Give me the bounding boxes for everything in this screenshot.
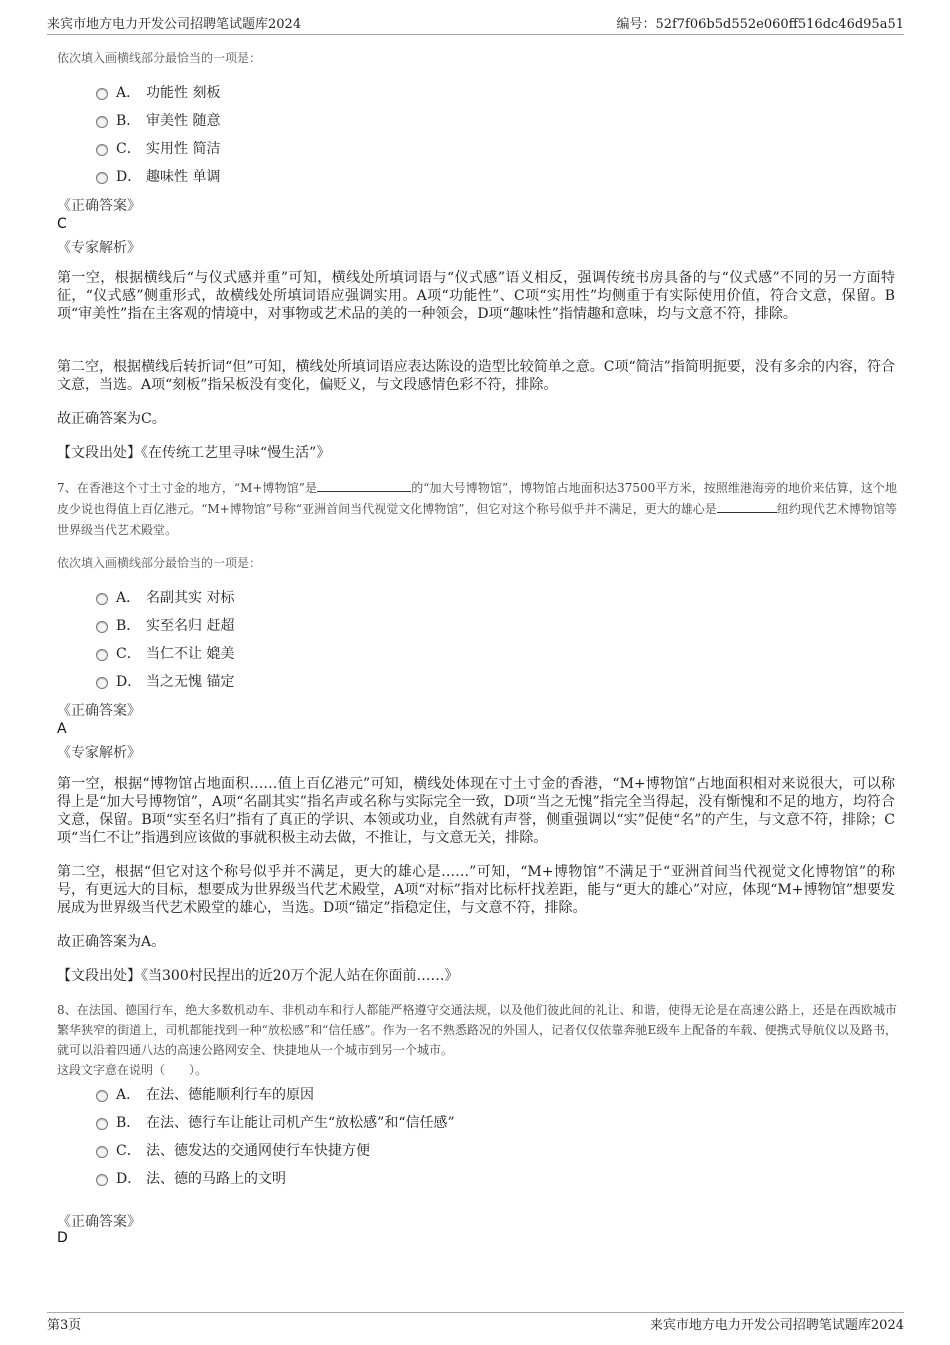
radio-icon[interactable] bbox=[96, 1118, 108, 1130]
q7-analysis-label: 《专家解析》 bbox=[57, 745, 141, 761]
q7-analysis-p2: 第二空，根据“但它对这个称号似乎并不满足，更大的雄心是……”可知，“M+博物馆”不满足于“亚洲首间当代视觉文化博物馆”的称号，有更远大的目标，想要成为世界级当代艺术殿堂，A项“对标”指对比标杆找差距，能与“更大的雄心”对应，体现“M+博物馆”想要发展成为世界级当代艺术殿堂的雄心，当选。D项“锚定”指稳定住，与文意不符，排除。 bbox=[57, 864, 895, 916]
radio-icon[interactable] bbox=[96, 116, 108, 128]
q8-prompt: 这段文字意在说明（ ）。 bbox=[57, 1063, 208, 1077]
q8-option-b[interactable]: B． 在法、德行车让能让司机产生“放松感”和“信任感” bbox=[96, 1108, 455, 1136]
q8-option-c[interactable]: C． 法、德发达的交通网使行车快捷方便 bbox=[96, 1136, 455, 1164]
q6-analysis-p1: 第一空，根据横线后“与仪式感并重”可知，横线处所填词语与“仪式感”语义相反，强调传统书房具备的与“仪式感”不同的另一方面特征，“仪式感”侧重形式，故横线处所填词语应强调实用。A项“功能性”、C项“实用性”均侧重于有实际使用价值，符合文意，保留。B项“审美性”指在主客观的情境中，对事物或艺术品的美的一种领会，D项“趣味性”指情趣和意味，均与文意不符，排除。 bbox=[57, 270, 895, 322]
q6-answer-label: 《正确答案》 bbox=[57, 198, 141, 214]
q7-options bbox=[96, 583, 234, 695]
footer-title: 来宾市地方电力开发公司招聘笔试题库2024 bbox=[649, 1318, 904, 1333]
q8-answer: D bbox=[57, 1230, 68, 1246]
q6-options bbox=[96, 78, 220, 190]
radio-icon[interactable] bbox=[96, 172, 108, 184]
radio-icon[interactable] bbox=[96, 88, 108, 100]
radio-icon[interactable] bbox=[96, 144, 108, 156]
q7-option-b[interactable]: B． 实至名归 赶超 bbox=[96, 611, 234, 639]
radio-icon[interactable] bbox=[96, 677, 108, 689]
q6-source: 【文段出处】《在传统工艺里寻味“慢生活”》 bbox=[57, 445, 331, 461]
radio-icon[interactable] bbox=[96, 1090, 108, 1102]
blank-line bbox=[317, 479, 411, 492]
q7-analysis-p1: 第一空，根据“博物馆占地面积……值上百亿港元”可知，横线处体现在寸土寸金的香港，“M+博物馆”占地面积相对来说很大，可以称得上是“加大号博物馆”，A项“名副其实”指名声或名称与实际完全一致，D项“当之无愧”指完全当得起，没有惭愧和不足的地方，均符合文意，保留。B项“实至名归”指有了真正的学识、本领或功业，自然就有声誉，侧重强调以“实”促使“名”的产生，与文意不符，排除；C项“当仁不让”指遇到应该做的事就积极主动去做，不推让，与文意无关，排除。 bbox=[57, 776, 895, 846]
header-title: 来宾市地方电力开发公司招聘笔试题库2024 bbox=[47, 17, 302, 32]
page-number: 第3页 bbox=[47, 1318, 82, 1333]
radio-icon[interactable] bbox=[96, 593, 108, 605]
header-divider bbox=[47, 34, 904, 35]
q6-option-d[interactable]: D． 趣味性 单调 bbox=[96, 162, 220, 190]
q6-analysis-label: 《专家解析》 bbox=[57, 240, 141, 256]
radio-icon[interactable] bbox=[96, 649, 108, 661]
q6-option-c[interactable]: C． 实用性 简洁 bbox=[96, 134, 220, 162]
q7-prompt: 依次填入画横线部分最恰当的一项是： bbox=[57, 556, 262, 570]
q6-prompt: 依次填入画横线部分最恰当的一项是： bbox=[57, 51, 262, 65]
q7-text: 7、在香港这个寸土寸金的地方，“M+博物馆”是 的“加大号博物馆”，博物馆占地面积达37500平方米，按照维港海旁的地价来估算，这个地皮少说也得值上百亿港元。“M+博物馆”号称“亚洲首间当代视觉文化博物馆”，但它对这个称号似乎并不满足，更大的雄心是 纽约现代艺术博物馆等世界级当代艺术殿堂。 bbox=[57, 481, 897, 537]
blank-line bbox=[717, 500, 777, 513]
footer-divider bbox=[47, 1312, 904, 1313]
q8-answer-label: 《正确答案》 bbox=[57, 1214, 141, 1230]
radio-icon[interactable] bbox=[96, 621, 108, 633]
q6-answer: C bbox=[57, 216, 67, 232]
q6-analysis-p2: 第二空，根据横线后转折词“但”可知，横线处所填词语应表达陈设的造型比较简单之意。C项“简洁”指简明扼要，没有多余的内容，符合文意，当选。A项“刻板”指呆板没有变化，偏贬义，与文段感情色彩不符，排除。 bbox=[57, 359, 895, 393]
radio-icon[interactable] bbox=[96, 1174, 108, 1186]
document-id: 编号：52f7f06b5d552e060ff516dc46d95a51 bbox=[616, 17, 904, 32]
q6-option-b[interactable]: B． 审美性 随意 bbox=[96, 106, 220, 134]
q6-option-a[interactable]: A． 功能性 刻板 bbox=[96, 78, 220, 106]
q7-answer: A bbox=[57, 721, 67, 737]
q7-source: 【文段出处】《当300村民捏出的近20万个泥人站在你面前……》 bbox=[57, 968, 459, 984]
q7-option-a[interactable]: A． 名副其实 对标 bbox=[96, 583, 234, 611]
q7-option-d[interactable]: D． 当之无愧 锚定 bbox=[96, 667, 234, 695]
q8-option-d[interactable]: D． 法、德的马路上的文明 bbox=[96, 1164, 455, 1192]
q6-conclusion: 故正确答案为C。 bbox=[57, 411, 166, 427]
radio-icon[interactable] bbox=[96, 1146, 108, 1158]
q8-option-a[interactable]: A． 在法、德能顺利行车的原因 bbox=[96, 1080, 455, 1108]
q7-conclusion: 故正确答案为A。 bbox=[57, 934, 166, 950]
q8-text: 8、在法国、德国行车，绝大多数机动车、非机动车和行人都能严格遵守交通法规，以及他们彼此间的礼让、和谐，使得无论是在高速公路上，还是在西欧城市繁华狭窄的街道上，司机都能找到一种“放松感”和“信任感”。作为一名不熟悉路况的外国人，记者仅仅依靠奔驰E级车上配备的车载、便携式导航仪以及路书，就可以沿着四通八达的高速公路网安全、快捷地从一个城市到另一个城市。 bbox=[57, 1003, 897, 1057]
q7-option-c[interactable]: C． 当仁不让 媲美 bbox=[96, 639, 234, 667]
q7-answer-label: 《正确答案》 bbox=[57, 703, 141, 719]
q8-options bbox=[96, 1080, 455, 1192]
